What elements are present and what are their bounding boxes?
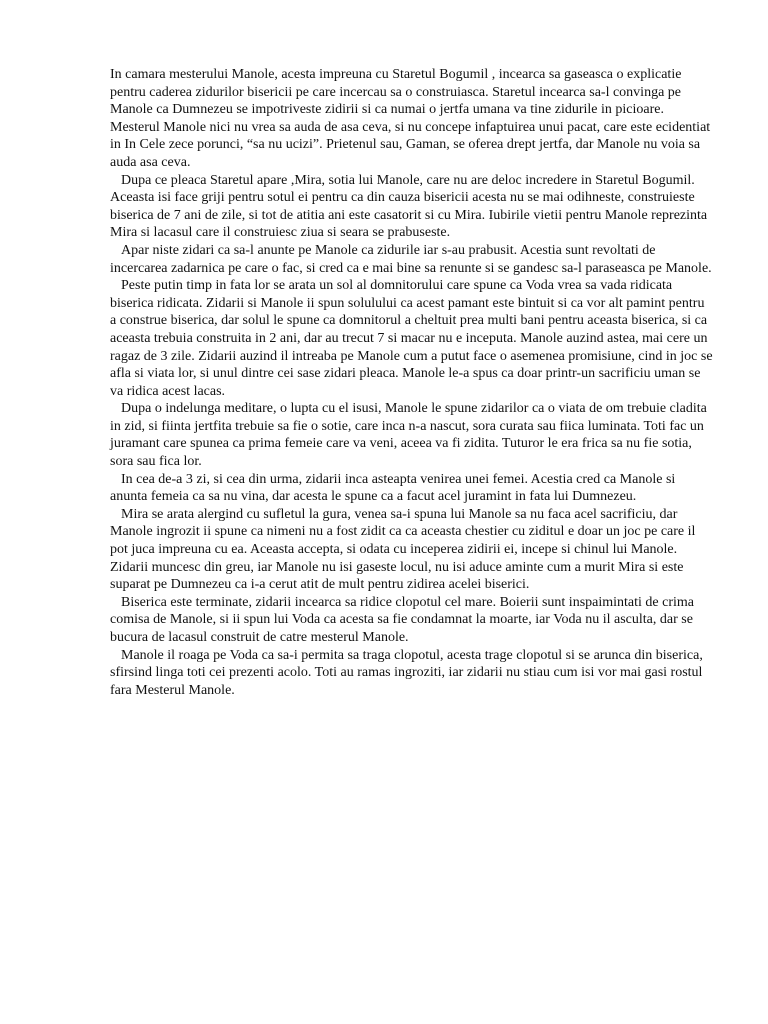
paragraph-4: Peste putin timp in fata lor se arata un sol al domnitorului care spune ca Voda vrea sa vada ridicata biserica ridicata. Zidarii si Manole ii spun solulului ca acest pamant este bintuit si ca vor alt pamint pentru a construe biserica, dar solul le spune ca domnitorul a cheltuit prea multi bani pentru aceasta biserica, si ca aceasta trebuia construita in 2 ani, dar au trecut 7 si macar nu e inceputa. Manole auzind astea, mai cere un ragaz de 3 zile. Zidarii auzind il intreaba pe Manole cum a putut face o asemenea promisiune, cind in joc se afla si viata lor, si unul dintre cei sase zidari pleaca. Manole le-a spus ca doar printr-un sacrificiu uman se va ridica acest lacas.: [110, 278, 713, 399]
paragraph-7: Mira se arata alergind cu sufletul la gura, venea sa-i spuna lui Manole sa nu faca acel sacrificiu, dar Manole ingrozit ii spune ca nimeni nu a fost zidit ca ca aceasta chestier cu ziditul e doar un joc pe care il pot juca impreuna cu ea. Aceasta accepta, si odata cu inceperea zidirii ei, incepe si chinul lui Manole. Zidarii muncesc din greu, iar Manole nu isi gaseste locul, nu isi aduce aminte cum a murit Mira si este suparat pe Dumnezeu ca i-a cerut atit de mult pentru zidirea acelei biserici.: [110, 506, 696, 593]
document-page: [110, 66, 714, 699]
paragraph-3: Apar niste zidari ca sa-l anunte pe Manole ca zidurile iar s-au prabusit. Acestia sunt revoltati de incercarea zadarnica pe care o fac, si cred ca e mai bine sa renunte si se gandesc sa-l paraseasca pe Manole.: [110, 242, 712, 276]
paragraph-8: Biserica este terminate, zidarii incearca sa ridice clopotul cel mare. Boierii sunt inspaimintati de crima comisa de Manole, si ii spun lui Voda ca acesta sa fie condamnat la moarte, iar Voda nu il asculta, dar se bucura de lacasul construit de catre mesterul Manole.: [110, 594, 694, 645]
paragraph-6: In cea de-a 3 zi, si cea din urma, zidarii inca asteapta venirea unei femei. Acestia cred ca Manole si anunta femeia ca sa nu vina, dar acesta le spune ca a facut acel juramint in fata lui Dumnezeu.: [110, 471, 676, 505]
paragraph-1: In camara mesterului Manole, acesta impreuna cu Staretul Bogumil , incearca sa gaseasca o explicatie pentru caderea zidurilor bisericii pe care incercau sa o construiasca. Staretul incearca sa-l convinga pe Manole ca Dumnezeu se impotriveste zidirii si ca numai o jertfa umana va tine zidurile in picioare. Mesterul Manole nici nu vrea sa auda de asa ceva, si nu concepe infaptuirea unui pacat, care este ecidentiat in In Cele zece porunci, “sa nu ucizi”. Prietenul sau, Gaman, se oferea drept jertfa, dar Manole nu voia sa auda asa ceva.: [110, 67, 711, 170]
paragraph-2: Dupa ce pleaca Staretul apare ,Mira, sotia lui Manole, care nu are deloc incredere in Staretul Bogumil. Aceasta isi face griji pentru sotul ei pentru ca din cauza bisericii acesta nu se mai odihneste, construieste biserica de 7 ani de zile, si tot de atitia ani este casatorit si cu Mira. Iubirile vietii pentru Manole reprezinta Mira si lacasul care il construiesc ziua si seara se prabuseste.: [110, 172, 708, 241]
paragraph-5: Dupa o indelunga meditare, o lupta cu el isusi, Manole le spune zidarilor ca o viata de om trebuie cladita in zid, si fiinta jertfita trebuie sa fie o sotie, care inca n-a nascut, sora curata sau fiica luminata. Toti fac un juramant care spunea ca prima femeie care va veni, aceea va fi zidita. Tuturor le era frica sa nu fie sotia, sora sau fica lor.: [110, 401, 707, 470]
paragraph-9: Manole il roaga pe Voda ca sa-i permita sa traga clopotul, acesta trage clopotul si se arunca din biserica, sfirsind linga toti cei prezenti acolo. Toti au ramas ingroziti, iar zidarii nu stiau cum isi vor mai gasi rostul fara Mesterul Manole.: [110, 647, 703, 698]
